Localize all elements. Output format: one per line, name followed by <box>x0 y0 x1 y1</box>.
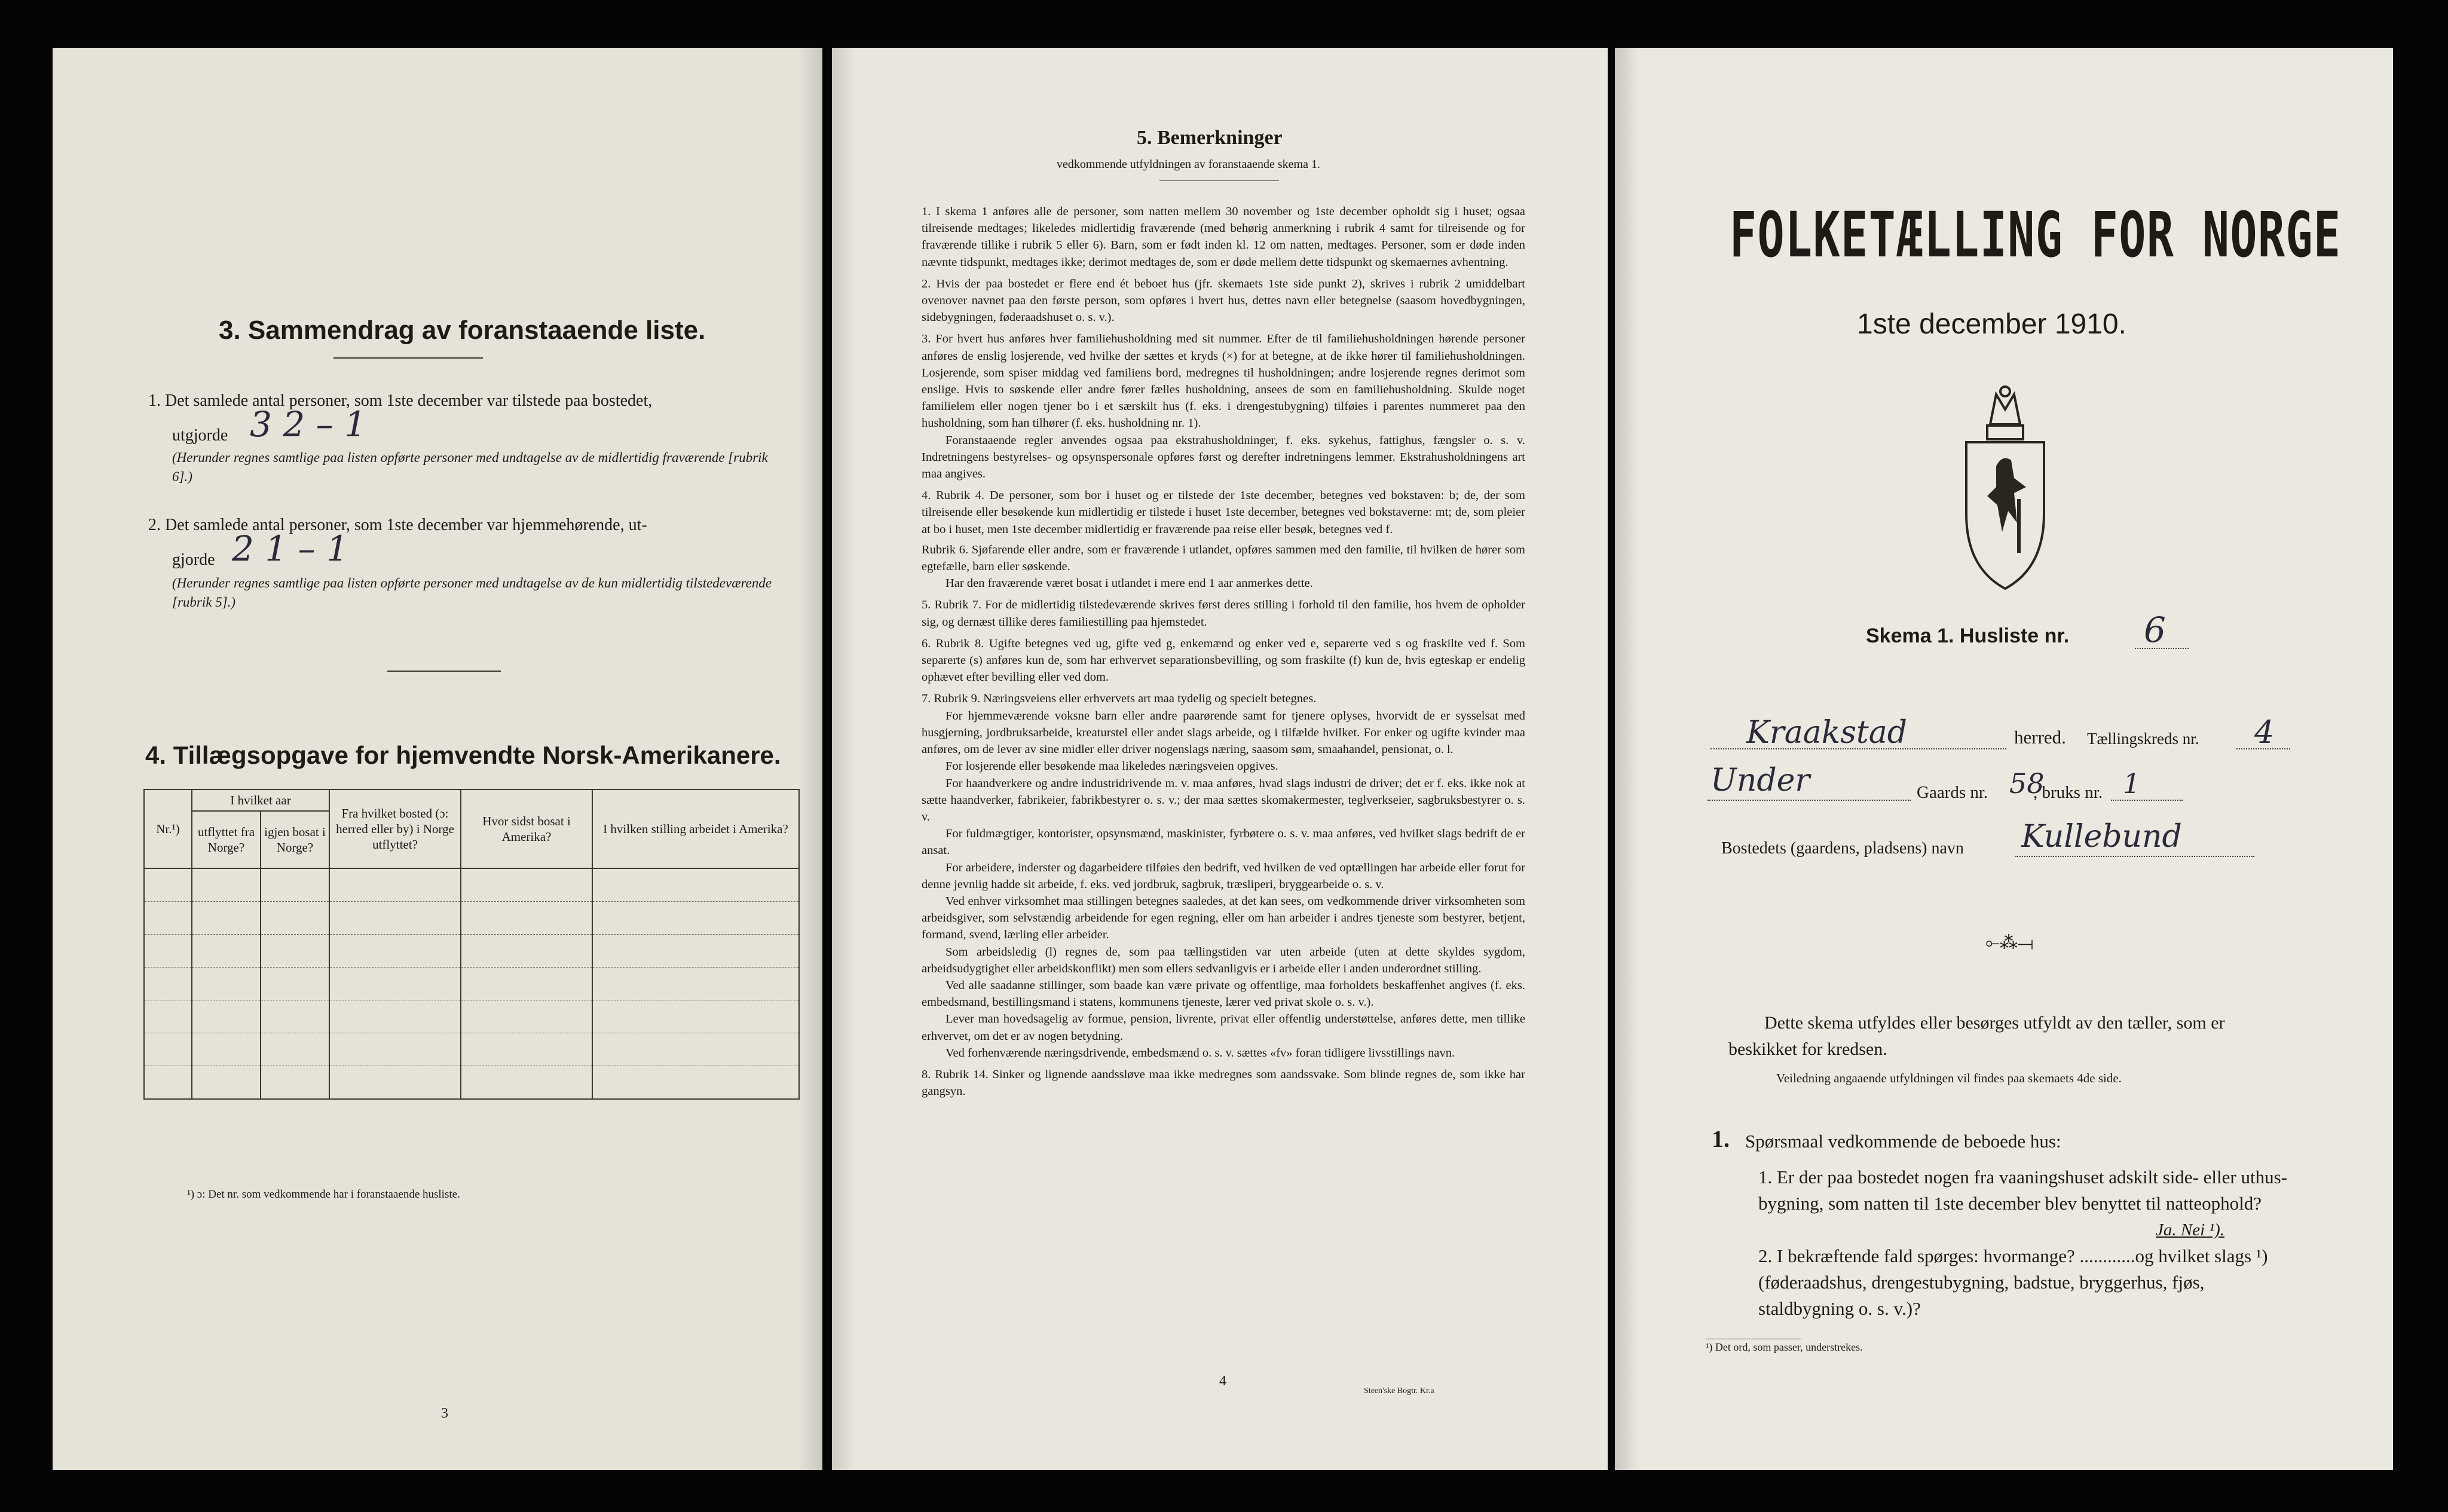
bruks-label: , bruks nr. <box>2033 783 2103 802</box>
gaard-dotline <box>1708 800 1911 801</box>
fold-shadow <box>1615 48 1639 1470</box>
table-row <box>144 968 799 1000</box>
remark-7b: For hjemmeværende voksne barn eller andre paarørende samt for tjenere oplyses, hvorvidt de er sysselsat med husgjerning, jordbruksarbeide, kreaturstel eller andet slags arbeide, og i tilfælde hvilket. For enker og ugifte kvinder maa anføres, om de lever av sine midler eller driver nogenslags næring, saasom søm, smaahandel, pensionat, o. l. <box>922 709 1525 757</box>
title-underline <box>333 357 483 359</box>
table-row <box>144 868 799 902</box>
remark-4c: Har den fraværende været bosat i utlandet i mere end 1 aar anmerkes dette. <box>945 577 1313 590</box>
remark-7i: Ved alle saadanne stillinger, som baade kan være private og offentlige, maa forholdets beskaffenhet angives (f. eks. embedsmand, bestillingsmand i statens, kommunens tjeneste, lærer ved privat skole o. s. v.). <box>922 978 1525 1009</box>
remark-8: 8. Rubrik 14. Sinker og lignende aandssløve maa ikke medregnes som aandssvake. Som blinde regnes de, som ikke har gangsyn. <box>922 1067 1525 1098</box>
item-1-text: 1. Det samlede antal personer, som 1ste december var tilstede paa bostedet, <box>148 391 653 410</box>
remark-7e: For fuldmægtiger, kontorister, opsynsmænd, maskinister, fyrbøtere o. s. v. maa anføres, ved hvilket slags bedrift de er ansat. <box>922 827 1525 858</box>
tellingskreds-value: 4 <box>2254 715 2275 751</box>
skema-label: Skema 1. Husliste nr. <box>1866 625 2070 647</box>
item-1-utgjorde: utgjorde <box>172 426 228 445</box>
herred-value: Kraakstad <box>1746 715 1908 751</box>
remark-7h: Som arbeidsledig (l) regnes de, som paa tællingstiden var uten arbeide (uten at dette skyldes sygdom, arbeidsudygtighet eller arbeidskonflikt) men som ellers sedvanligvis er i arbeide eller i anden underordnet stilling. <box>922 945 1525 975</box>
remark-3: 3. For hvert hus anføres hver familiehusholdning med sit nummer. Efter de til familiehusholdningen hørende personer anføres de enslig losjerende, ved hvilke der sættes et kryds (×) for at betegne, at de ikke hører til familiehusholdningen. Losjerende, som spiser middag ved familiens bord, medregnes til husholdningen; andre losjerende regnes derimot som enslige. Hvis to søskende eller andre fører fælles husholdning, ansees de som en familiehusholdning. Skulde noget familielem eller nogen tjener bo i et særskilt hus (f. eks. i drengestubygning) tilføies i parentes nummeret paa den husholdning, som han tilhører (f. eks. husholdning nr. 1). <box>922 332 1525 430</box>
table-row <box>144 935 799 968</box>
table-footnote: ¹) ɔ: Det nr. som vedkommende har i foranstaaende husliste. <box>187 1188 460 1201</box>
col-i-hvilket-aar: I hvilket aar <box>192 789 329 811</box>
item-2-text: 2. Det samlede antal personer, som 1ste december var hjemmehørende, ut- <box>148 516 647 534</box>
page-1-cover <box>1615 48 2393 1470</box>
remark-2: 2. Hvis der paa bostedet er flere end ét beboet hus (jfr. skemaets 1ste side punkt 2), skrives i rubrik 2 umiddelbart ovenover navnet paa den første person, som opføres i hvert hus, dettes navn eller betegnelse (saasom hovedbygningen, sidebygningen, føderaadshuset o. s. v.). <box>922 277 1525 325</box>
table-row <box>144 902 799 935</box>
remark-7c: For losjerende eller besøkende maa likeledes næringsveien opgives. <box>945 760 1278 773</box>
cover-footnote: ¹) Det ord, som passer, understrekes. <box>1706 1341 1863 1353</box>
item-1-note: (Herunder regnes samtlige paa listen opførte personer med undtagelse av de midlertidig fraværende [rubrik 6].) <box>172 450 768 484</box>
remark-3b: Foranstaaende regler anvendes ogsaa paa ekstrahusholdninger, f. eks. sykehus, fattighus, fængsler o. s. v. Indretningens bestyrelses- og opsynspersonale opføres først og derefter indretningens lemmer. Ekstrahusholdningens art maa angives. <box>922 433 1525 481</box>
col-igjen-bosat: igjen bosat i Norge? <box>261 811 329 868</box>
page-4-remarks <box>832 48 1608 1470</box>
question-section-header: Spørsmaal vedkommende de beboede hus: <box>1745 1131 2061 1152</box>
section-3-title: 3. Sammendrag av foranstaaende liste. <box>219 316 706 345</box>
item-2-note: (Herunder regnes samtlige paa listen opførte personer med undtagelse av de kun midlertidig tilstedeværende [rubrik 5].) <box>172 576 772 610</box>
page-number: 3 <box>441 1406 448 1421</box>
herred-label: herred. <box>2014 727 2066 748</box>
gaards-label: Gaards nr. <box>1917 783 1988 802</box>
remark-4: 4. Rubrik 4. De personer, som bor i huset og er tilstede der 1ste december, betegnes ved bokstaven: b; de, der som tilreisende eller besøkende kun midlertidig er tilstede i huset 1ste december, betegnes ved bokstaverne: mt; de, som pleier at bo i huset, men 1ste december midlertidig er fraværende paa reise eller besøk, betegnes ved f. <box>922 489 1525 536</box>
husliste-nr: 6 <box>2144 610 2166 650</box>
section-4-title: 4. Tillægsopgave for hjemvendte Norsk-Amerikanere. <box>145 741 781 769</box>
remark-7: 7. Rubrik 9. Næringsveiens eller erhvervets art maa tydelig og specielt betegnes. <box>922 692 1317 706</box>
col-utflyttet: utflyttet fra Norge? <box>192 811 261 868</box>
col-hvor-sidst-bosat: Hvor sidst bosat i Amerika? <box>461 789 592 868</box>
remark-7k: Ved forhenværende næringsdrivende, embedsmænd o. s. v. sættes «fv» foran tidligere livsstillings navn. <box>945 1046 1455 1060</box>
census-date: 1ste december 1910. <box>1857 308 2126 340</box>
norwegian-coat-of-arms-icon <box>1954 382 2056 592</box>
remarks-title: 5. Bemerkninger <box>1137 127 1283 149</box>
remark-4b: Rubrik 6. Sjøfarende eller andre, som er fraværende i utlandet, opføres sammen med den familie, til hvilken de hører som egtefælle, barn eller søskende. <box>922 543 1525 574</box>
table-row <box>144 1000 799 1033</box>
tellingskreds-label: Tællingskreds nr. <box>2087 730 2199 748</box>
question-1: 1. Er der paa bostedet nogen fra vaaningshuset adskilt side- eller uthus-bygning, som natten til 1ste december blev benyttet til natteophold? <box>1758 1167 2287 1214</box>
fold-shadow <box>832 48 856 1470</box>
intro-text: Dette skema utfyldes eller besørges utfyldt av den tæller, som er beskikket for kredsen. <box>1728 1013 2225 1059</box>
question-section-number: 1. <box>1712 1125 1730 1152</box>
gaards-value: 58 <box>2009 767 2045 800</box>
husliste-dotline <box>2135 648 2189 649</box>
page-3-summary <box>53 48 822 1470</box>
tellingskreds-dotline <box>2236 748 2290 749</box>
ornament-divider: ⟜⁂⟞ <box>1985 933 2034 953</box>
fold-shadow <box>798 48 822 1470</box>
census-title: FOLKETÆLLING FOR NORGE <box>1730 198 2342 271</box>
item-2-handwritten: 2 1 – 1 <box>232 528 349 569</box>
remark-7g: Ved enhver virksomhet maa stillingen betegnes saaledes, at det kan sees, om vedkommende driver virksomheten som arbeidsgiver, som selvstændig arbeidende for egen regning, eller om han arbeider i andres tjeneste som bestyrer, betjent, formand, svend, lærling eller arbeider. <box>922 894 1525 942</box>
remarks-list <box>922 203 1525 1100</box>
col-fra-hvilket-bosted: Fra hvilket bosted (ɔ: herred eller by) i Norge utflyttet? <box>329 789 461 868</box>
question-2: 2. I bekræftende fald spørges: hvormange? ............og hvilket slags ¹) (føderaadshus, drengestubygning, badstue, bryggerhus, fjøs, staldbygning o. s. v.)? <box>1758 1245 2268 1319</box>
table-row <box>144 1066 799 1100</box>
bosted-dotline <box>2015 856 2254 857</box>
remark-7d: For haandverkere og andre industridrivende m. v. maa anføres, hvad slags industri de driver; det er f. eks. ikke nok at sætte haandverker, fabrikeier, fabrikbestyrer o. s. v.; der maa sættes skomakermester, teglverkseier, sagbruksbestyrer o. s. v. <box>922 776 1525 824</box>
subtitle-rule <box>1159 180 1279 181</box>
printer-imprint: Steen'ske Bogtr. Kr.a <box>1364 1386 1434 1395</box>
bruks-dotline <box>2111 800 2183 801</box>
bosted-label: Bostedets (gaardens, pladsens) navn <box>1721 839 1964 858</box>
remark-7f: For arbeidere, inderster og dagarbeidere tilføies den bedrift, ved hvilken de ved optællingen har arbeide eller forut for denne jevnlig hadde sit arbeide, f. eks. ved jordbruk, sagbruk, træsliperi, bryggearbeide o. s. v. <box>922 861 1525 891</box>
col-nr: Nr.¹) <box>144 789 192 868</box>
veiledning: Veiledning angaaende utfyldningen vil findes paa skemaets 4de side. <box>1776 1071 2122 1085</box>
col-stilling: I hvilken stilling arbeidet i Amerika? <box>592 789 799 868</box>
norsk-amerikanere-table <box>143 789 800 1100</box>
remarks-subtitle: vedkommende utfyldningen av foranstaaende skema 1. <box>1057 158 1320 171</box>
remark-5: 5. Rubrik 7. For de midlertidig tilstedeværende skrives først deres stilling i forhold til den familie, hos hvem de opholder sig, og dernæst tillike deres familiestilling paa hjemstedet. <box>922 598 1525 629</box>
item-1-handwritten: 3 2 – 1 <box>250 404 367 445</box>
question-1-answer: Ja. Nei ¹). <box>2156 1220 2224 1239</box>
page-number: 4 <box>1219 1373 1226 1389</box>
item-2-utgjorde: gjorde <box>172 550 215 569</box>
remark-1: 1. I skema 1 anføres alle de personer, som natten mellem 30 november og 1ste december opholdt sig i huset; ogsaa tilreisende medtages; likeledes midlertidig fraværende (med behørig anmerkning i rubrik 4 samt for tilreisende og for fraværende tillike i rubrik 5 eller 6). Barn, som er født inden kl. 12 om natten, medtages. Personer, som er døde inden nævnte tidspunkt, medtages ikke; derimot medtages de, som er døde mellem dette tidspunkt og skemaernes avhentning. <box>922 205 1525 269</box>
bosted-value: Kullebund <box>2021 819 2182 855</box>
table-row <box>144 1033 799 1066</box>
bruks-value: 1 <box>2123 767 2141 800</box>
remark-6: 6. Rubrik 8. Ugifte betegnes ved ug, gifte ved g, enkemænd og enker ved e, separerte ved s og fraskilte ved f. Som separerte (s) anføres kun de, som har erhvervet separationsbevilling, og som fraskilte (f) kun de, hvis egteskap er endelig ophævet efter bevilling eller ved dom. <box>922 636 1525 684</box>
gaard-prefix: Under <box>1710 763 1810 798</box>
remark-7j: Lever man hovedsagelig av formue, pension, livrente, privat eller offentlig understøttelse, anføres dette, men tillike erhvervet, om det er av nogen betydning. <box>922 1012 1525 1043</box>
divider <box>387 671 501 672</box>
